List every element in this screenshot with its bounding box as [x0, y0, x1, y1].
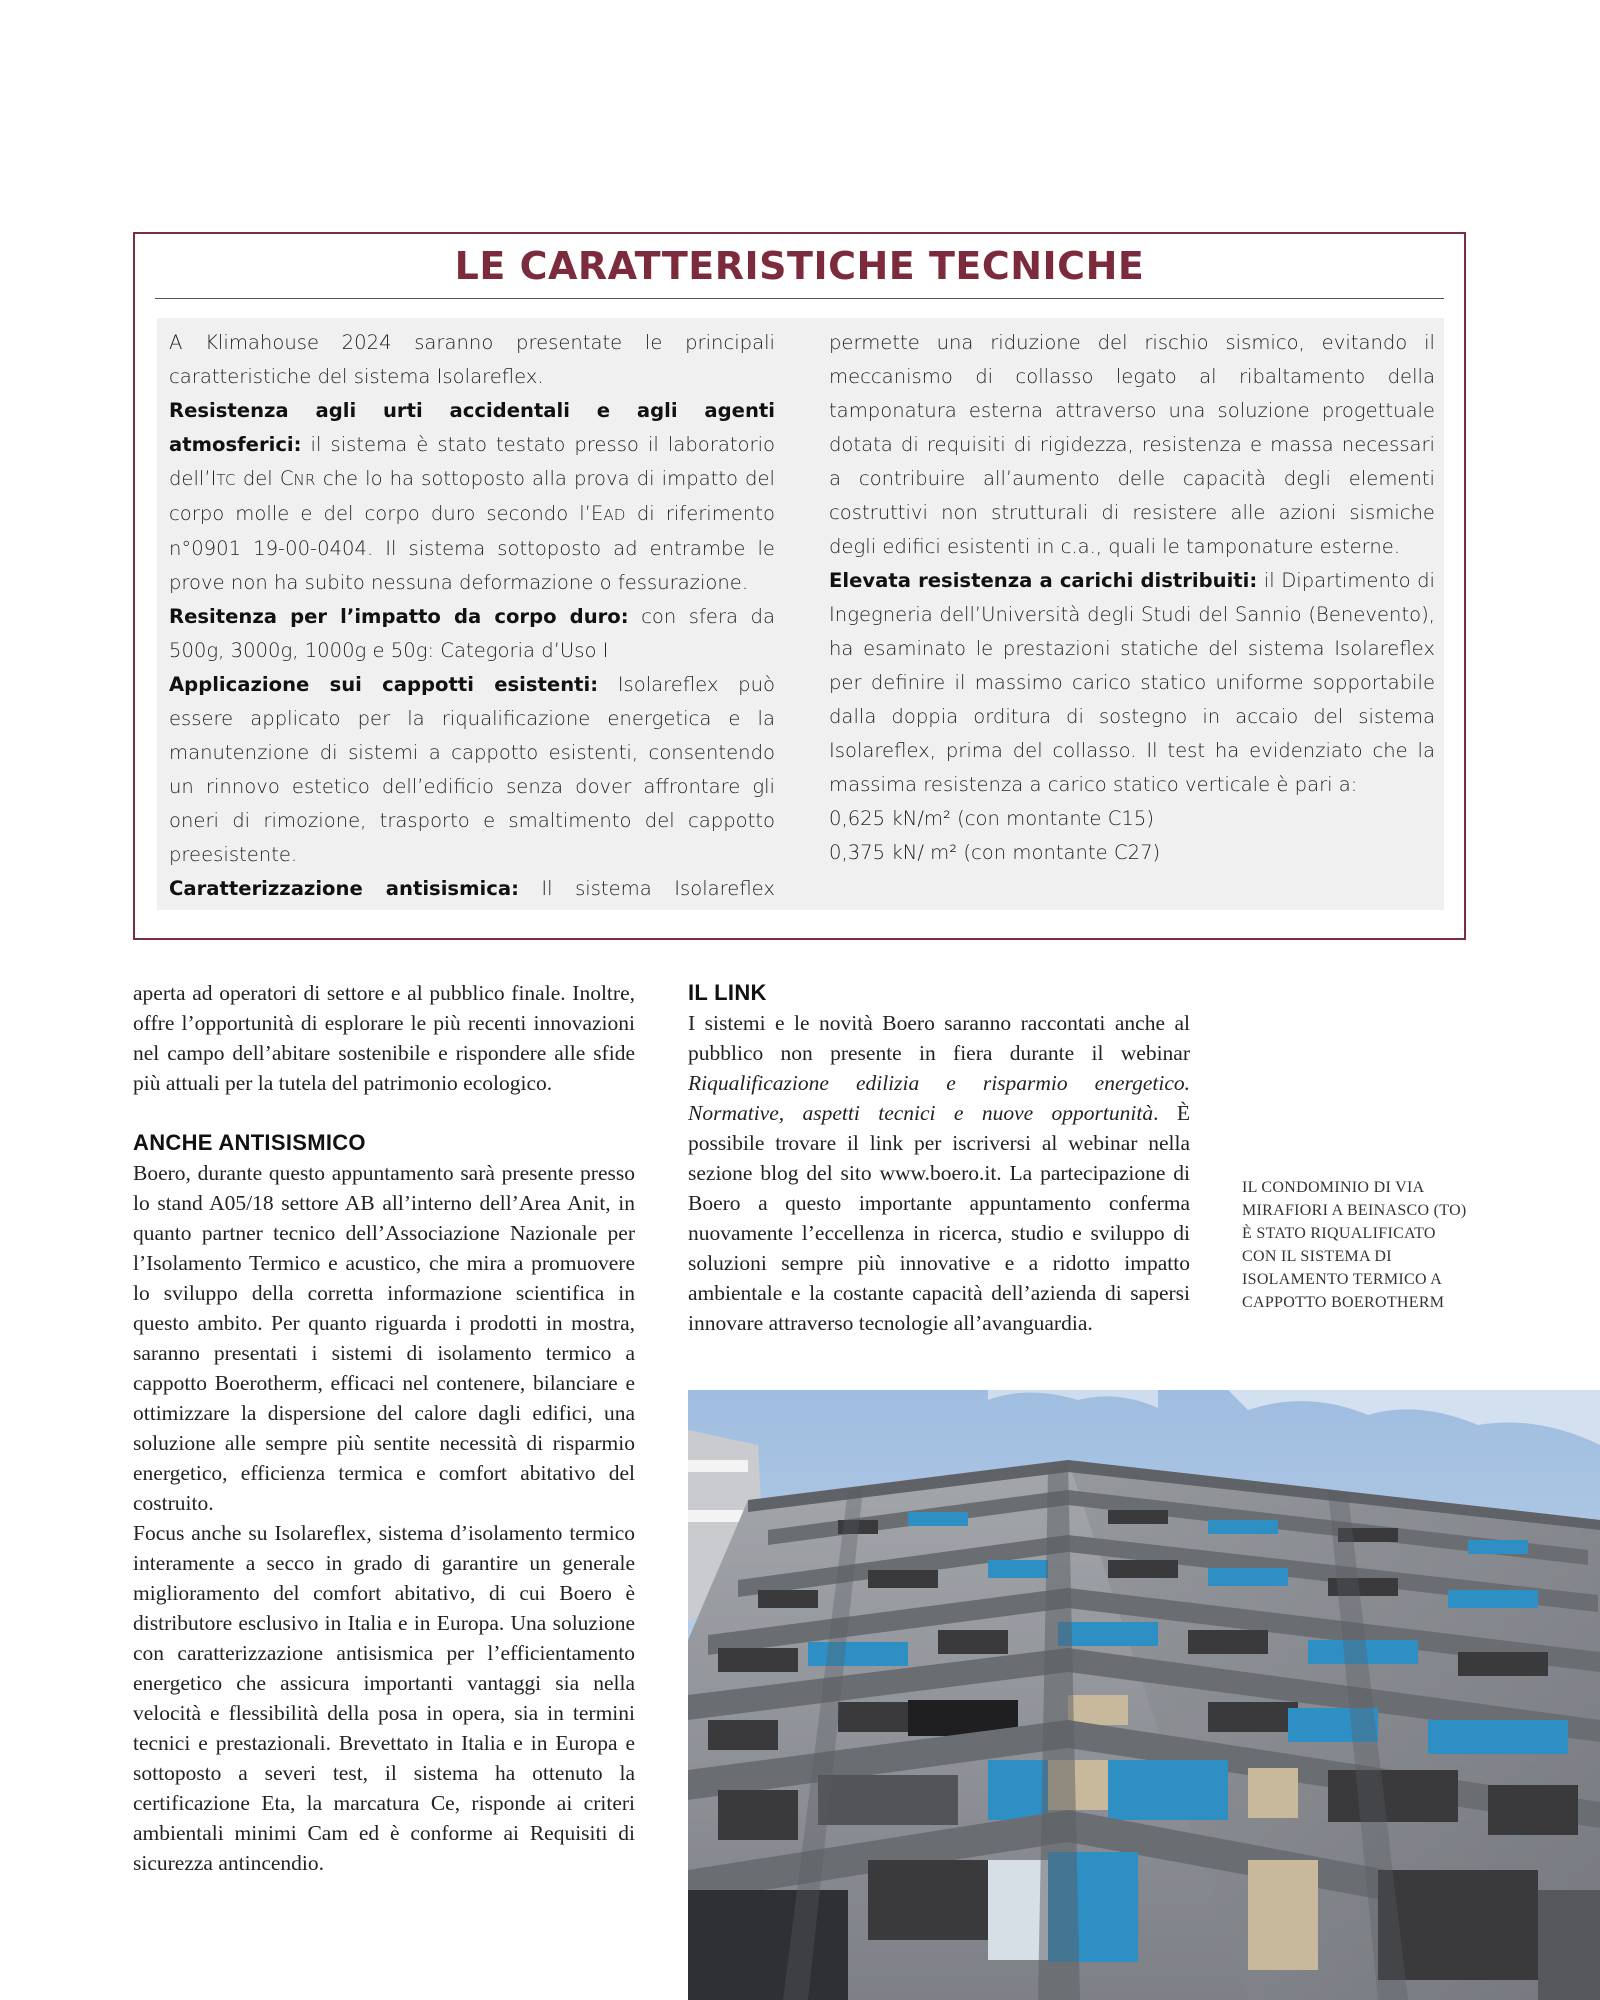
- section-heading-antisismico: ANCHE ANTISISMICO: [133, 1130, 366, 1155]
- paragraph: aperta ad operatori di settore e al pubblico finale. Inoltre, offre l’opportunità di esplorare le più recenti innovazioni nel campo dell’abitare sostenibile e rispondere alle sfide più attuali per la tutela del patrimonio ecologico.: [133, 981, 635, 1095]
- paragraph: Boero, durante questo appuntamento sarà presente presso lo stand A05/18 settore AB all’interno dell’Area Anit, in quanto partner tecnico dell’Associazione Nazionale per l’Isolamento Termico e acustico, che mira a promuovere lo sviluppo della corretta informazione scientifica in questo ambito. Per quanto riguarda i prodotti in mostra, saranno presentati i sistemi di isolamento termico a cappotto Boerotherm, efficaci nel contenere, bilanciare e ottimizzare la dispersione del calore dagli edifici, una soluzione alle sempre più sentite necessità di risparmio energetico, efficienza termica e comfort abitativo del costruito.: [133, 1161, 635, 1515]
- webinar-title: Riqualificazione edilizia e risparmio energetico. Normative, aspetti tecnici e nuove opportunità: [688, 1071, 1190, 1125]
- load-value-c15: 0,625 kN/m² (con montante C15): [829, 807, 1154, 830]
- spacer: [133, 1098, 635, 1128]
- load-value-c27: 0,375 kN/ m² (con montante C27): [829, 841, 1161, 864]
- feature-antiseismic-cont: permette una riduzione del rischio sismico, evitando il meccanismo di collasso legato al ribaltamento della tamponatura esterna attraverso una soluzione progettuale dotata di requisiti di rigidezza, resistenza e massa necessari a contribuire all’aumento delle capacità degli elementi costruttivi non strutturali di resistere alle azioni sismiche degli edifici esistenti in c.a., quali le tamponature esterne.: [829, 331, 1435, 558]
- feature-impact: Resistenza agli urti accidentali e agli agenti atmosferici: il sistema è stato testato presso il laboratorio dell’ITC del CNR che lo ha sottoposto alla prova di impatto del corpo molle e del corpo duro secondo l’EAD di riferimento n°0901 19-00-0404. Il sistema sottoposto ad entrambe le prove non ha subito nessuna deformazione o fessurazione.: [169, 399, 775, 594]
- title-divider: [155, 298, 1444, 299]
- box-panel: [157, 318, 1444, 910]
- article-column-1: [133, 978, 635, 1878]
- box-column-right: [829, 326, 1435, 870]
- box-intro: A Klimahouse 2024 saranno presentate le principali caratteristiche del sistema Isolareflex.: [169, 331, 775, 388]
- feature-distributed-load: Elevata resistenza a carichi distribuiti: il Dipartimento di Ingegneria dell’Università degli Studi del Sannio (Benevento), ha esaminato le prestazioni statiche del sistema Isolareflex per definire il massimo carico statico uniforme sopportabile dalla doppia orditura di sostegno in accaio del sistema Isolareflex, prima del collasso. Il test ha evidenziato che la massima resistenza a carico statico verticale è pari a:: [829, 569, 1435, 796]
- feature-existing-coats: Applicazione sui cappotti esistenti: Isolareflex può essere applicato per la riqualificazione energetica e la manutenzione di sistemi a cappotto esistenti, consentendo un rinnovo estetico dell’edificio senza dover affrontare gli oneri di rimozione, trasporto e smaltimento del cappotto preesistente.: [169, 673, 775, 866]
- feature-antiseismic: Caratterizzazione antisismica: Il sistema Isolareflex: [169, 877, 775, 900]
- box-column-left: [169, 326, 775, 906]
- article-column-2: [688, 978, 1190, 1338]
- feature-hard-impact: Resitenza per l’impatto da corpo duro: con sfera da 500g, 3000g, 1000g e 50g: Categoria d’Uso I: [169, 605, 775, 662]
- photo-caption: IL CONDOMINIO DI VIA MIRAFIORI A BEINASCO (TO) È STATO RIQUALIFICATO CON IL SISTEMA DI ISOLAMENTO TERMICO A CAPPOTTO BOEROTHERM: [1242, 1179, 1467, 1311]
- box-title: LE CARATTERISTICHE TECNICHE: [454, 244, 1145, 288]
- paragraph: Focus anche su Isolareflex, sistema d’isolamento termico interamente a secco in grado di garantire un generale miglioramento del comfort abitativo, di cui Boero è distributore esclusivo in Italia e in Europa. Una soluzione con caratterizzazione antisismica per l’efficientamento energetico che assicura importanti vantaggi sia nella velocità e flessibilità della posa in opera, sia in termini tecnici e prestazionali. Brevettato in Italia e in Europa e sottoposto a severi test, il sistema ha ottenuto la certificazione Eta, la marcatura Ce, risponde ai criteri ambientali minimi Cam ed è conforme ai Requisiti di sicurezza antincendio.: [133, 1521, 635, 1875]
- paragraph: I sistemi e le novità Boero saranno raccontati anche al pubblico non presente in fiera durante il webinar Riqualificazione edilizia e risparmio energetico. Normative, aspetti tecnici e nuove opportunità. È possibile trovare il link per iscriversi al webinar nella sezione blog del sito www.boero.it. La partecipazione di Boero a questo importante appuntamento conferma nuovamente l’eccellenza in ricerca, studio e sviluppo di soluzioni sempre più innovative e a ridotto impatto ambientale e la costante capacità dell’azienda di sapersi innovare attraverso tecnologie all’avanguardia.: [688, 1011, 1191, 1335]
- building-illustration: [688, 1390, 1600, 2000]
- section-heading-link: IL LINK: [688, 980, 767, 1005]
- building-photo: [688, 1390, 1600, 2000]
- technical-features-box: [133, 232, 1466, 940]
